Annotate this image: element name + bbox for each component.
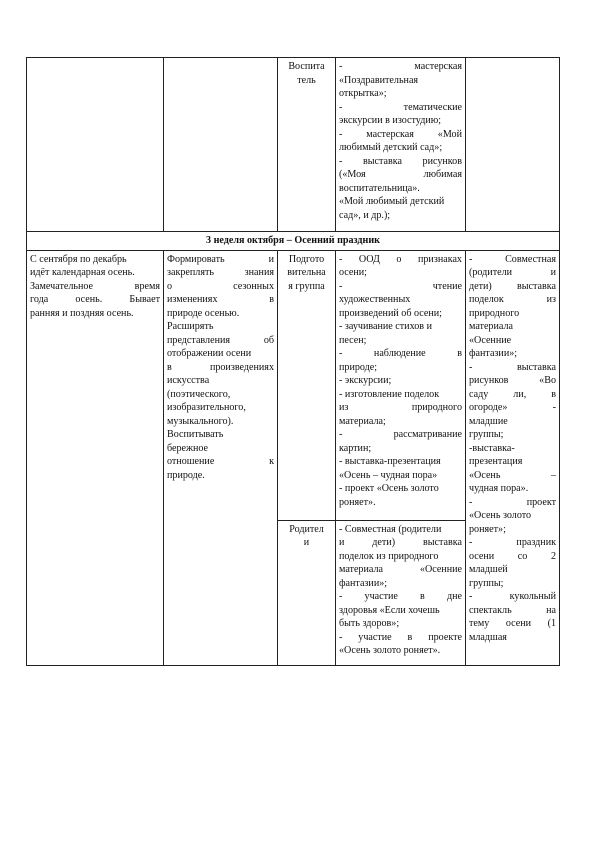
text-line [469,442,556,456]
text-line [469,280,556,294]
text-line [339,442,462,456]
word: со [517,550,528,562]
text-line [339,361,462,375]
word: открытка»; [339,88,387,99]
text-line [339,563,462,577]
text-line [469,482,556,496]
participant-cell [278,58,336,232]
text-line [339,347,462,361]
text-line [469,455,556,469]
word: «Поздравительная [339,74,419,86]
text-line [339,577,462,591]
word: младшие [469,415,508,427]
word: дети) [372,537,396,548]
word: природного [469,307,520,319]
word: чудная пора». [469,483,529,494]
activities-cell [336,58,466,232]
word: - [339,348,343,359]
word: «Осень золото [469,510,532,521]
text-line [339,195,462,209]
participant-cell [278,250,336,520]
word: («Моя [339,169,366,180]
text-line [469,361,556,375]
word: музыкального). [167,415,234,427]
word: «Во [539,375,556,386]
word: кукольный [509,591,556,602]
text-line [339,334,462,348]
word: года [30,294,49,305]
word: песен; [339,334,367,346]
text-line [339,415,462,429]
text-line [167,361,274,375]
text-line [469,536,556,550]
word: произведениях [209,361,274,373]
text-line [167,374,274,388]
word: природного [411,402,462,413]
word: спектакль [469,604,512,616]
word: в [269,294,274,305]
text-line [339,60,462,74]
text-line [339,128,462,142]
word: в [420,591,425,602]
text-line [30,253,160,267]
word: выставка [516,361,556,373]
empty-cell [27,58,164,232]
word: - экскурсии; [339,375,392,386]
word: мастерская [414,61,462,72]
text-line [469,320,556,334]
word: «Осенние [469,334,512,346]
text-line [469,577,556,591]
text-line [469,509,556,523]
word: презентация [469,456,523,467]
text-line [339,87,462,101]
word: роняет»; [469,523,506,535]
text-line [469,617,556,631]
word: об [263,334,274,346]
text-line [339,482,462,496]
text-line [339,168,462,182]
text-line [339,550,462,564]
word: осень. [75,294,103,305]
word: произведений об осени; [339,307,442,319]
word: закреплять [167,267,214,278]
word: искусства [167,375,210,386]
word: изменениях [167,294,218,305]
text-line [469,590,556,604]
word: Формировать [167,253,225,265]
text-line [469,631,556,645]
word: рассматривание [393,429,462,440]
word: - [339,280,343,292]
word: - заучивание стихов и [339,321,432,332]
planning-table [26,57,560,666]
word: - [339,631,343,643]
word: проекте [428,631,462,643]
text-line [469,563,556,577]
word: на [546,604,556,616]
text-line [339,496,462,510]
text-line [30,307,160,321]
text-line [339,141,462,155]
word: поделок [469,294,504,305]
word: осени; [339,267,367,278]
word: роняет». [339,496,376,508]
word: в [457,348,462,359]
text-line [167,388,274,402]
text-line [339,644,462,658]
word: отношение [167,456,215,467]
word: -выставка- [469,442,515,454]
word: природе. [167,469,205,481]
text-line: Воспита [288,61,325,72]
word: огороде» [469,402,508,413]
text-line [167,347,274,361]
word: - [339,591,343,602]
word: «Осенние [419,564,462,575]
text-line [167,320,274,334]
word: из [546,294,556,305]
text-line: вительна [287,267,326,278]
word: дне [446,591,462,602]
word: отображении осени [167,348,252,359]
word: группы; [469,429,504,440]
word: - [469,253,473,265]
text-line [469,401,556,415]
word: экскурсии в изостудию; [339,115,442,126]
word: рисунков [469,375,509,386]
text-line [167,280,274,294]
word: (поэтического, [167,388,231,400]
text-line [469,415,556,429]
text-line [339,388,462,402]
word: из [339,402,349,413]
text-line [339,320,462,334]
word: рисунков [422,155,462,167]
text-line: Родител [289,523,324,535]
text-line [339,307,462,321]
word: участие [358,631,392,643]
word: и [550,267,556,278]
word: группы; [469,577,504,589]
text-line [469,253,556,267]
word: изобразительного, [167,402,246,413]
text-line [469,374,556,388]
word: фантазии»; [339,577,388,589]
word: мастерская [366,128,414,140]
word: признаках [417,253,462,265]
word: любимая [423,169,462,180]
text-line [339,374,462,388]
word: - [339,61,343,72]
empty-cell [164,58,278,232]
word: чтение [432,280,462,292]
text-line [339,401,462,415]
word: в [167,361,172,373]
word: - Совместная (родители [339,523,442,535]
word: «Осень золото роняет». [339,645,441,656]
text-line [469,347,556,361]
text-line [167,293,274,307]
text-line [167,266,274,280]
word: - [469,496,473,508]
text-line: и [303,537,310,548]
word: картин; [339,442,372,454]
word: о [396,253,402,265]
word: - [339,253,343,265]
text-line [469,293,556,307]
word: дети) [469,280,492,292]
word: бережное [167,442,209,454]
text-line [167,455,274,469]
word: выставка [422,537,462,548]
word: участие [364,591,398,602]
word: художественных [339,294,411,305]
text-line [30,293,160,307]
word: - [469,361,473,373]
word: наблюдение [373,348,426,359]
text-line [339,293,462,307]
text-line [469,604,556,618]
word: - проект «Осень золото [339,483,439,494]
text-line [469,496,556,510]
word: сад», и др.); [339,209,391,221]
text-line [167,334,274,348]
table-row [27,250,560,520]
text-line [339,617,462,631]
word: сезонных [233,280,274,292]
participant-cell [278,520,336,665]
table-row [27,58,560,232]
text-line [167,469,274,483]
word: осени [469,550,495,562]
goals-cell [164,250,278,665]
text-line: Подгото [288,253,325,265]
text-line [469,469,556,483]
word: материала [339,564,383,575]
word: - [339,155,343,167]
word: – [550,469,556,481]
text-line [167,307,274,321]
text-line [30,280,160,294]
text-line: я группа [288,280,325,292]
text-line [339,253,462,267]
word: и [339,537,345,548]
empty-cell [466,58,560,232]
word: - [469,591,473,602]
word: - [339,429,343,440]
content-cell [27,250,164,665]
word: фантазии»; [469,348,518,359]
word: - [469,537,473,548]
word: материала [469,321,513,332]
word: воспитательница». [339,182,420,194]
word: - [339,128,343,140]
text-line [30,266,160,280]
text-line [339,114,462,128]
text-line [339,536,462,550]
text-line [167,442,274,456]
text-line [339,455,462,469]
text-line [167,415,274,429]
text-line [339,101,462,115]
word: поделок из природного [339,550,439,562]
word: в [551,388,556,400]
word: младшей [469,564,508,575]
word: время [134,280,160,292]
text-line [469,550,556,564]
text-line [469,307,556,321]
text-line [339,428,462,442]
text-line [339,523,462,537]
word: природе осенью. [167,307,240,319]
word: саду [469,388,489,400]
word: здоровья «Если хочешь [339,604,440,616]
word: праздник [516,537,556,548]
week-heading: 3 неделя октября – Осенний праздник [27,232,560,251]
word: 2 [550,550,556,562]
word: тематические [403,101,462,113]
text-line [167,401,274,415]
word: Расширять [167,321,214,332]
word: любимый детский сад»; [339,142,443,153]
word: Совместная [505,253,556,265]
word: ли, [513,388,527,400]
word: «Осень – чудная пора» [339,469,438,481]
activities-cell [336,520,466,665]
text-line [339,280,462,294]
word: проект [526,496,556,508]
text-line [469,428,556,442]
text-line [339,209,462,223]
word: природе; [339,361,378,373]
word: представления [167,334,231,346]
word: идёт календарная осень. [30,267,135,278]
word: С сентября по декабрь [30,253,127,265]
word: знания [244,267,274,278]
word: Замечательное [30,280,94,292]
word: выставка [362,155,402,167]
text-line [339,74,462,88]
text-line [339,266,462,280]
word: тему осени [469,618,532,629]
word: Воспитывать [167,429,224,440]
week-heading-row [27,232,560,251]
word: быть здоров»; [339,618,400,629]
word: в [407,631,413,643]
word: - выставка-презентация [339,456,441,467]
word: - [552,402,556,413]
word: к [269,456,274,467]
text-line [167,253,274,267]
word: - [339,101,343,113]
word: Бывает [129,294,160,305]
word: «Осень [469,469,501,481]
text-line [339,604,462,618]
word: «Мой [437,128,462,140]
text-line [339,469,462,483]
text-line [469,388,556,402]
word: - изготовление поделок [339,388,440,400]
text-line [339,155,462,169]
final-events-cell [466,250,560,665]
word: выставка [516,280,556,292]
word: (1 [547,618,556,629]
word: «Мой любимый детский [339,196,445,207]
activities-cell [336,250,466,520]
word: и [268,253,274,265]
text-line [339,631,462,645]
word: о [167,280,173,292]
text-line [339,590,462,604]
text-line [469,266,556,280]
text-line: тель [297,74,316,86]
word: (родители [469,267,513,278]
text-line [167,428,274,442]
word: младшая [469,631,507,643]
text-line [339,182,462,196]
word: ранняя и поздняя осень. [30,307,134,319]
word: ООД [358,253,380,265]
text-line [469,523,556,537]
word: материала; [339,415,386,427]
text-line [469,334,556,348]
